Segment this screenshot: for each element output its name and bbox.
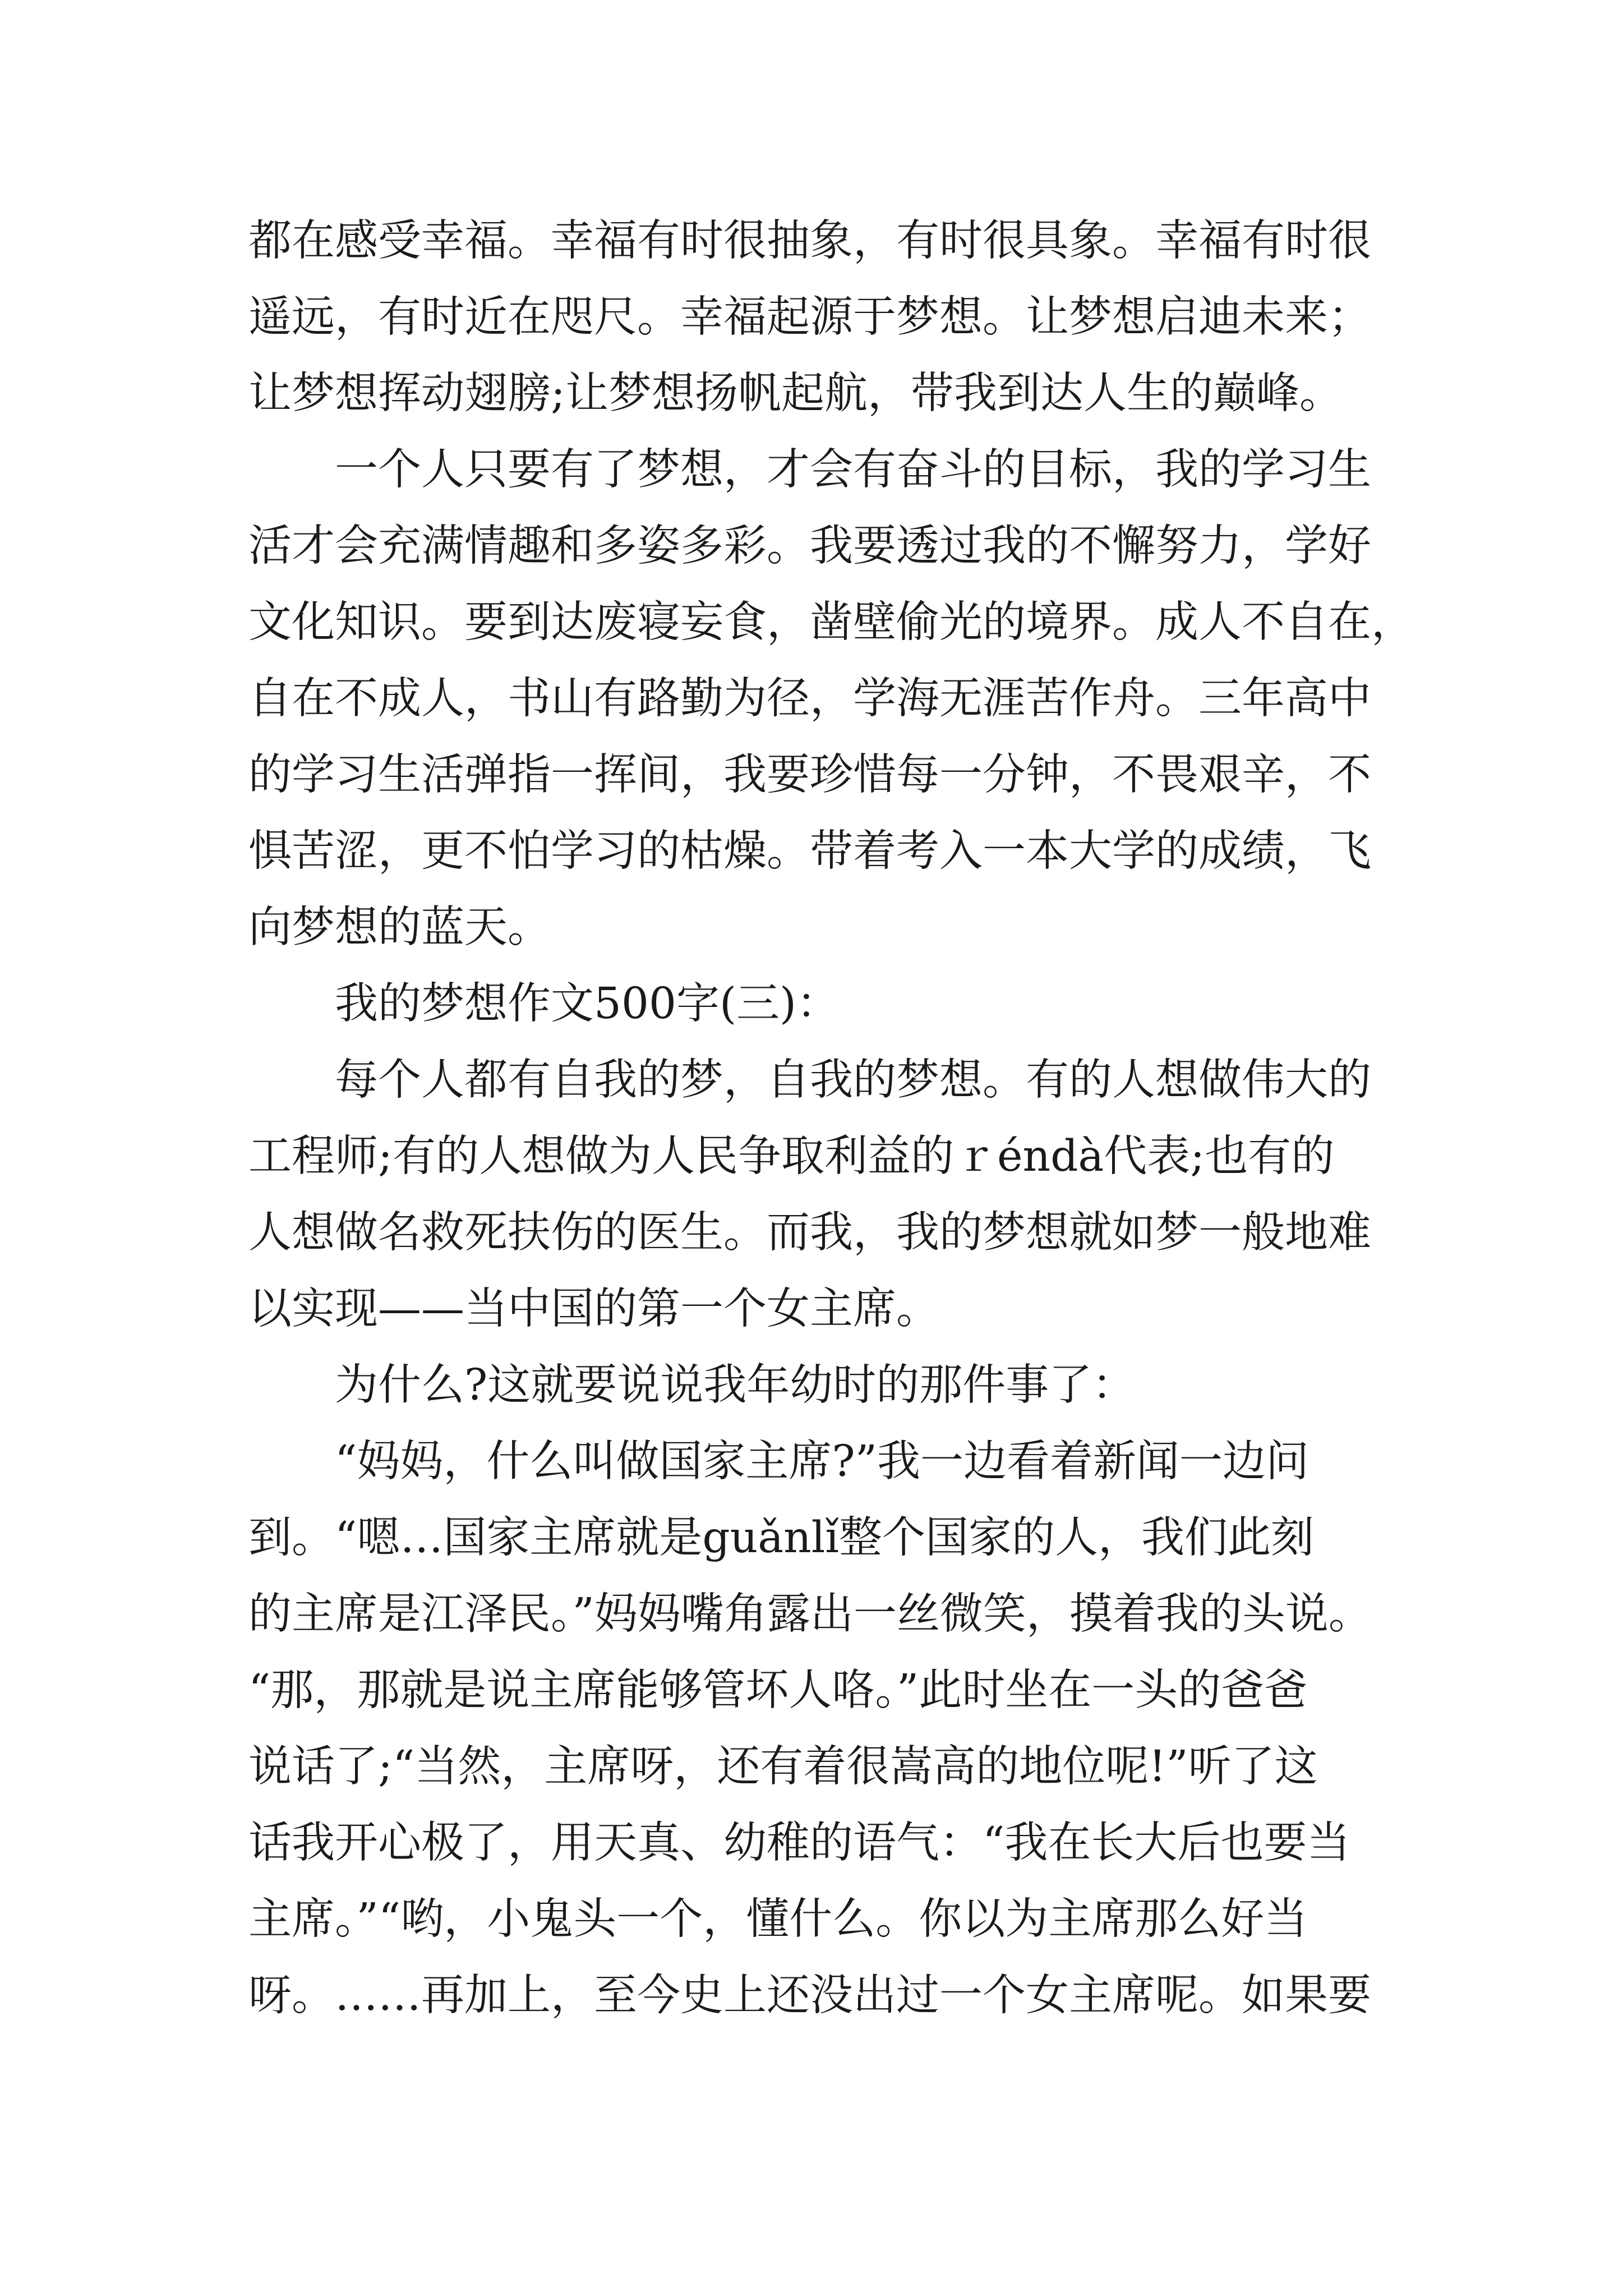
text-line: 话我开心极了，用天真、幼稚的语气：“我在长大后也要当 (248, 1818, 1350, 1868)
text-line: 的学习生活弹指一挥间，我要珍惜每一分钟，不畏艰辛，不 (248, 750, 1371, 800)
text-line: 惧苦涩，更不怕学习的枯燥。带着考入一本大学的成绩，飞 (248, 826, 1371, 876)
paragraph-start-line: 一个人只要有了梦想，才会有奋斗的目标，我的学习生 (335, 445, 1371, 495)
paragraph-start-line: “妈妈，什么叫做国家主席?”我一边看着新闻一边问 (335, 1437, 1310, 1487)
document-body (248, 203, 1482, 2034)
text-line: 以实现——当中国的第一个女主席。 (248, 1284, 939, 1334)
text-line: 遥远，有时近在咫尺。幸福起源于梦想。让梦想启迪未来； (248, 292, 1371, 342)
text-line: 工程师;有的人想做为人民争取利益的ｒéndà代表;也有的 (248, 1131, 1335, 1181)
text-line: 活才会充满情趣和多姿多彩。我要透过我的不懈努力，学好 (248, 521, 1371, 571)
paragraph-start-line: 为什么?这就要说说我年幼时的那件事了： (335, 1360, 1136, 1410)
paragraph-start-line: 每个人都有自我的梦，自我的梦想。有的人想做伟大的 (335, 1055, 1371, 1105)
text-line: 呀。……再加上，至今史上还没出过一个女主席呢。如果要 (248, 1971, 1371, 2021)
text-line: 的主席是江泽民。”妈妈嘴角露出一丝微笑，摸着我的头说。 (248, 1589, 1372, 1639)
text-line: 说话了;“当然，主席呀，还有着很嵩高的地位呢!”听了这 (248, 1742, 1318, 1792)
text-line: 让梦想挥动翅膀;让梦想扬帆起航，带我到达人生的巅峰。 (248, 369, 1343, 418)
text-line: 自在不成人，书山有路勤为径，学海无涯苦作舟。三年高中 (248, 674, 1371, 724)
text-line: 文化知识。要到达废寝妄食，凿壁偷光的境界。成人不自在， (248, 597, 1414, 647)
text-line: 主席。”“哟，小鬼头一个，懂什么。你以为主席那么好当 (248, 1894, 1308, 1944)
text-line: “那，那就是说主席能够管坏人咯。”此时坐在一头的爸爸 (248, 1665, 1308, 1715)
section-heading: 我的梦想作文500字(三)： (335, 979, 840, 1029)
text-line: 人想做名救死扶伤的医生。而我，我的梦想就如梦一般地难 (248, 1208, 1371, 1258)
text-line: 都在感受幸福。幸福有时很抽象，有时很具象。幸福有时很 (248, 216, 1371, 266)
text-line: 到。“嗯…国家主席就是guǎnlǐ整个国家的人，我们此刻 (248, 1513, 1314, 1563)
text-line: 向梦想的蓝天。 (248, 903, 551, 953)
